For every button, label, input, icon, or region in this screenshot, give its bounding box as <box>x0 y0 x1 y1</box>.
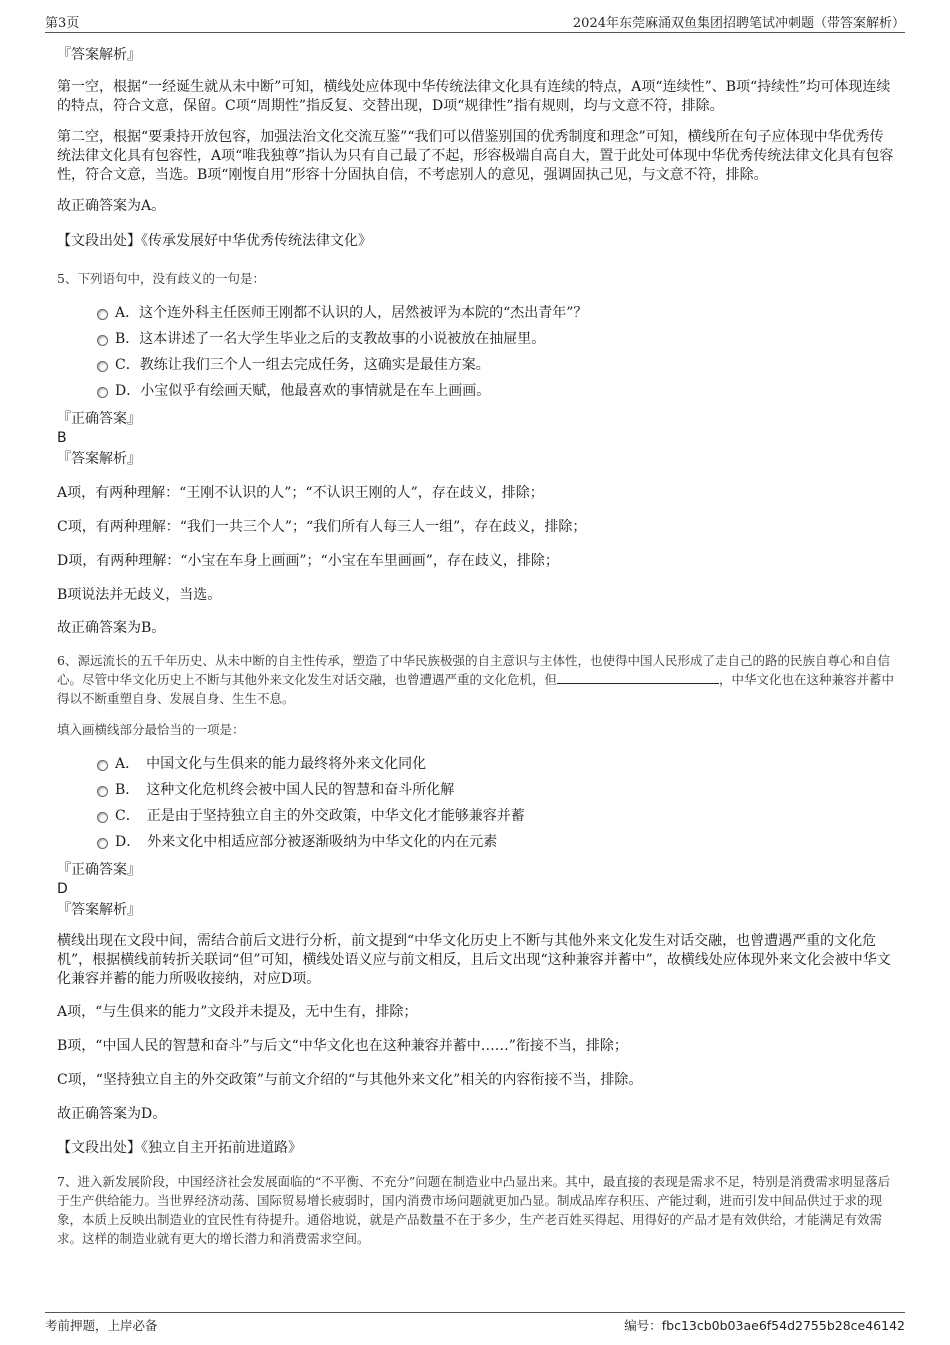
radio-icon[interactable] <box>97 838 108 849</box>
radio-icon[interactable] <box>97 335 108 346</box>
stem-text: 6、源远流长的五千年历史、从未中断的自主性传承，塑造了中华民族极强的自主意识与主体性，也使得中国人民形成了走自己的路的民族自尊心和自信心。尽管中华文化历史上不断与其他外来文化发生对话交融，也曾遭遇严重的文化危机，但 <box>57 653 890 687</box>
question-stem: 7、进入新发展阶段，中国经济社会发展面临的“不平衡、不充分”问题在制造业中凸显出来。其中，最直接的表现是需求不足，特别是消费需求明显落后于生产供给能力。当世界经济动荡、国际贸易增长疲弱时，国内消费市场问题就更加凸显。制成品库存积压、产能过剩，进而引发中间品供过于求的现象，本质上反映出制造业的宜民性有待提升。通俗地说，就是产品数量不在于多少，生产老百姓买得起、用得好的产品才是有效供给，才能满足有效需求。这样的制造业就有更大的增长潜力和消费需求空间。 <box>57 1174 891 1246</box>
radio-icon[interactable] <box>97 760 108 771</box>
analysis-paragraph: 横线出现在文段中间，需结合前后文进行分析，前文提到“中华文化历史上不断与其他外来文化发生对话交融，也曾遭遇严重的文化危机”，根据横线前转折关联词“但”可知，横线处语义应与前文相反，且后文出现“这种兼容并蓄中”，故横线处应体现外来文化会被中华文化兼容并蓄的能力所吸收接纳，对应D项。 <box>57 933 891 987</box>
option-text: D．小宝似乎有绘画天赋，他最喜欢的事情就是在车上画画。 <box>115 383 491 399</box>
option-d[interactable] <box>57 378 895 404</box>
option-a[interactable] <box>57 300 895 326</box>
answer-conclusion: 故正确答案为A。 <box>57 198 166 214</box>
option-list <box>57 751 895 855</box>
option-text: A． 中国文化与生俱来的能力最终将外来文化同化 <box>115 756 427 772</box>
option-a[interactable] <box>57 751 895 777</box>
fill-blank-line <box>557 671 719 684</box>
answer-analysis-label: 『答案解析』 <box>57 902 141 918</box>
document-title: 2024年东莞麻涌双鱼集团招聘笔试冲刺题（带答案解析） <box>572 16 905 31</box>
document-id: 编号：fbc13cb0b03ae6f54d2755b28ce46142 <box>624 1318 905 1333</box>
option-text: A．这个连外科主任医师王刚都不认识的人，居然被评为本院的“杰出青年”？ <box>115 305 588 321</box>
option-list <box>57 300 895 404</box>
radio-icon[interactable] <box>97 812 108 823</box>
question-stem: 5、下列语句中，没有歧义的一句是： <box>57 271 265 286</box>
analysis-item: C项，“坚持独立自主的外交政策”与前文介绍的“与其他外来文化”相关的内容衔接不当，排除。 <box>57 1072 643 1088</box>
question-prompt: 填入画横线部分最恰当的一项是： <box>57 722 245 737</box>
answer-analysis-label: 『答案解析』 <box>57 47 141 63</box>
correct-answer: B <box>57 430 67 446</box>
correct-answer: D <box>57 881 68 897</box>
footer-slogan: 考前押题，上岸必备 <box>45 1318 158 1333</box>
option-d[interactable] <box>57 829 895 855</box>
radio-icon[interactable] <box>97 387 108 398</box>
radio-icon[interactable] <box>97 786 108 797</box>
correct-answer-label: 『正确答案』 <box>57 411 141 427</box>
radio-icon[interactable] <box>97 309 108 320</box>
answer-conclusion: 故正确答案为D。 <box>57 1106 167 1122</box>
option-c[interactable] <box>57 803 895 829</box>
analysis-item: A项，“与生俱来的能力”文段并未提及，无中生有，排除； <box>57 1004 418 1020</box>
question-stem <box>57 651 895 708</box>
option-text: C．教练让我们三个人一组去完成任务，这确实是最佳方案。 <box>115 357 490 373</box>
radio-icon[interactable] <box>97 361 108 372</box>
analysis-item: D项，有两种理解：“小宝在车身上画画”；“小宝在车里画画”，存在歧义，排除； <box>57 553 559 569</box>
option-text: B． 这种文化危机终会被中国人民的智慧和奋斗所化解 <box>115 782 455 798</box>
option-text: B．这本讲述了一名大学生毕业之后的支教故事的小说被放在抽屉里。 <box>115 331 546 347</box>
stem-text: ，中华文化也在这种兼容并蓄中得以不断重塑自身、发展自身、生生不息。 <box>57 672 895 706</box>
analysis-item: B项，“中国人民的智慧和奋斗”与后文“中华文化也在这种兼容并蓄中……”衔接不当，排除； <box>57 1038 628 1054</box>
answer-analysis-label: 『答案解析』 <box>57 451 141 467</box>
option-c[interactable] <box>57 352 895 378</box>
option-b[interactable] <box>57 777 895 803</box>
analysis-paragraph: 第二空，根据“要秉持开放包容，加强法治文化交流互鉴”“我们可以借鉴别国的优秀制度和理念”可知，横线所在句子应体现中华优秀传统法律文化具有包容性，A项“唯我独尊”指认为只有自己最了不起，形容极端自高自大，置于此处可体现中华优秀传统法律文化具有包容性，符合文意，当选。B项“刚愎自用”形容十分固执自信，不考虑别人的意见，强调固执己见，与文意不符，排除。 <box>57 129 894 183</box>
page-footer <box>45 1312 905 1335</box>
page-header <box>45 10 905 33</box>
option-text: D． 外来文化中相适应部分被逐渐吸纳为中华文化的内在元素 <box>115 834 498 850</box>
correct-answer-label: 『正确答案』 <box>57 862 141 878</box>
analysis-item: A项，有两种理解：“王刚不认识的人”；“不认识王刚的人”，存在歧义，排除； <box>57 485 544 501</box>
passage-source: 【文段出处】《独立自主开拓前进道路》 <box>57 1140 302 1156</box>
analysis-paragraph: 第一空，根据“一经诞生就从未中断”可知，横线处应体现中华传统法律文化具有连续的特点，A项“连续性”、B项“持续性”均可体现连续的特点，符合文意，保留。C项“周期性”指反复、交替出现，D项“规律性”指有规则，均与文意不符，排除。 <box>57 79 891 114</box>
analysis-item: B项说法并无歧义，当选。 <box>57 587 222 603</box>
option-text: C． 正是由于坚持独立自主的外交政策，中华文化才能够兼容并蓄 <box>115 808 525 824</box>
page-number: 第3页 <box>45 16 80 31</box>
analysis-item: C项，有两种理解：“我们一共三个人”；“我们所有人每三人一组”，存在歧义，排除； <box>57 519 587 535</box>
option-b[interactable] <box>57 326 895 352</box>
passage-source: 【文段出处】《传承发展好中华优秀传统法律文化》 <box>57 233 372 249</box>
answer-conclusion: 故正确答案为B。 <box>57 620 166 636</box>
page-content <box>57 40 895 1248</box>
